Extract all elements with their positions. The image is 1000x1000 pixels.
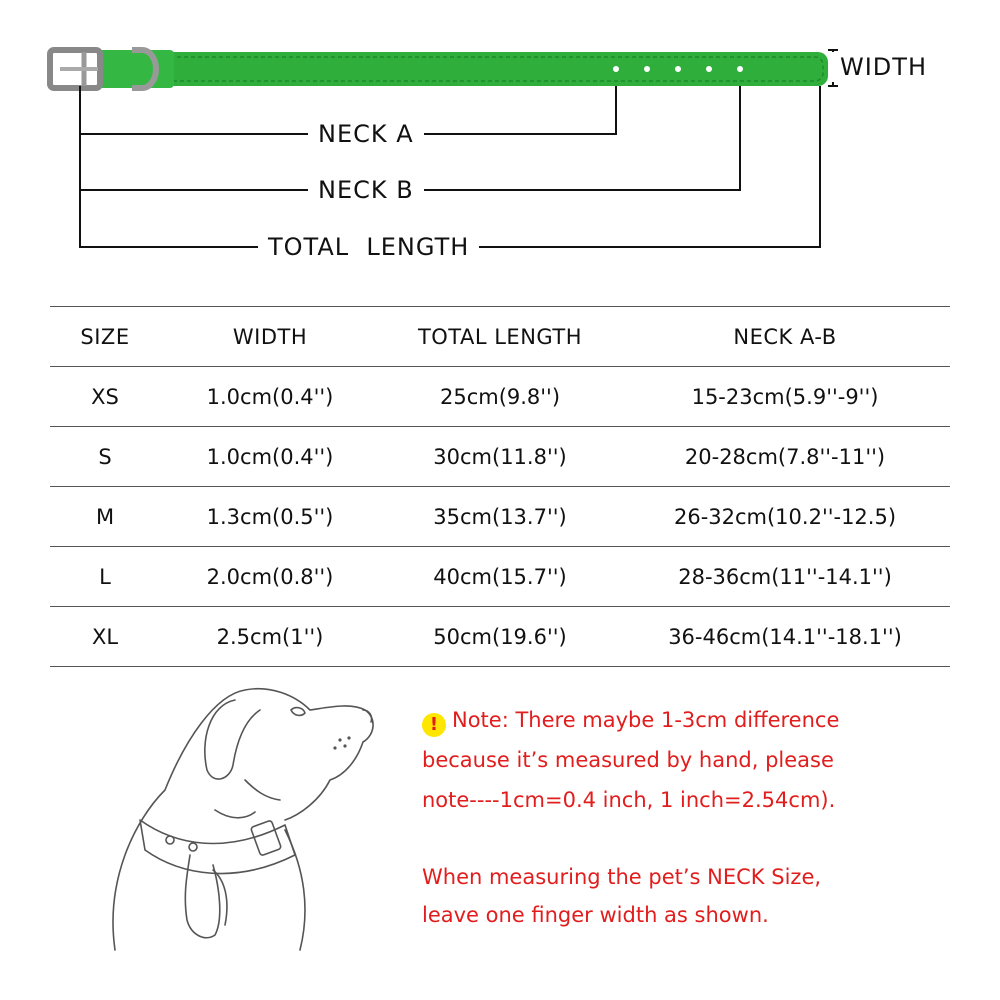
table-header-row [50,307,950,367]
neck-measure-tip [422,858,982,934]
cell-width: 2.0cm(0.8'') [160,547,380,607]
cell-total-length: 50cm(19.6'') [380,607,620,667]
cell-neck: 15-23cm(5.9''-9'') [620,367,950,427]
tip-line-2: leave one finger width as shown. [422,903,769,927]
table-row [50,367,950,427]
cell-total-length: 30cm(11.8'') [380,427,620,487]
neck-a-label: NECK A [308,119,424,149]
collar-keeper [98,50,174,88]
collar-diagram [0,0,1000,290]
collar-hole [675,66,681,72]
cell-size: L [50,547,160,607]
total-length-line [80,86,820,247]
collar-rivet [166,836,174,844]
collar-illustration [0,0,1000,290]
table-row [50,427,950,487]
header-width: WIDTH [160,307,380,367]
dog-sketch-illustration [95,680,395,955]
cell-total-length: 25cm(9.8'') [380,367,620,427]
cell-size: XL [50,607,160,667]
table-row [50,487,950,547]
dog-eye [291,708,305,716]
collar-buckle-icon [251,820,282,856]
note-line-1: ! Note: There maybe 1-3cm difference [422,700,982,740]
finger-icon [185,855,219,938]
cell-width: 2.5cm(1'') [160,607,380,667]
cell-neck: 28-36cm(11''-14.1'') [620,547,950,607]
warning-icon: ! [422,713,446,737]
cell-size: XS [50,367,160,427]
collar-hole [644,66,650,72]
cell-neck: 36-46cm(14.1''-18.1'') [620,607,950,667]
note-line-2: because it’s measured by hand, please [422,748,834,772]
header-neck-a-b: NECK A-B [620,307,950,367]
cell-neck: 20-28cm(7.8''-11'') [620,427,950,487]
cell-neck: 26-32cm(10.2''-12.5) [620,487,950,547]
note-line-3: note----1cm=0.4 inch, 1 inch=2.54cm). [422,788,836,812]
cell-size: S [50,427,160,487]
dog-ear-outline [205,700,260,779]
dog-head-outline [113,689,373,950]
cell-size: M [50,487,160,547]
collar-hole [706,66,712,72]
total-length-label: TOTAL LENGTH [258,232,479,262]
width-label: WIDTH [830,52,937,82]
dog-collar-outline [140,820,295,874]
header-total-length: TOTAL LENGTH [380,307,620,367]
header-size: SIZE [50,307,160,367]
collar-rivet [189,843,197,851]
collar-hole [737,66,743,72]
tip-line-1: When measuring the pet’s NECK Size, [422,865,822,889]
cell-width: 1.0cm(0.4'') [160,427,380,487]
table-row [50,547,950,607]
cell-width: 1.3cm(0.5'') [160,487,380,547]
collar-hole [613,66,619,72]
table-row [50,607,950,667]
measurement-note [422,700,982,820]
size-table [50,306,950,667]
cell-total-length: 40cm(15.7'') [380,547,620,607]
cell-width: 1.0cm(0.4'') [160,367,380,427]
neck-b-label: NECK B [308,175,424,205]
cell-total-length: 35cm(13.7'') [380,487,620,547]
